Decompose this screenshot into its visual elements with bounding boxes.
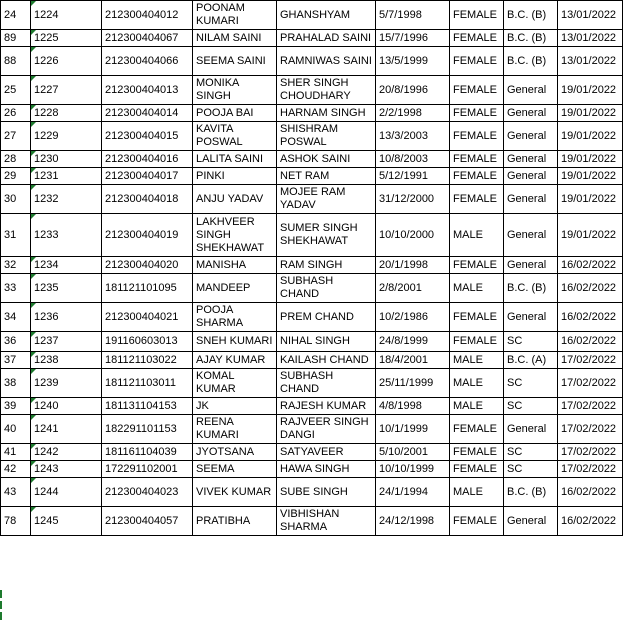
record-id-cell: 1239	[31, 369, 102, 398]
candidate-name-cell: KOMAL KUMAR	[193, 369, 277, 398]
gender-cell: FEMALE	[450, 47, 504, 76]
gender-cell: FEMALE	[450, 461, 504, 478]
candidate-name-cell: LAKHVEER SINGH SHEKHAWAT	[193, 214, 277, 257]
gender-cell: FEMALE	[450, 332, 504, 352]
date-of-birth-cell: 2/2/1998	[376, 105, 450, 122]
date-of-birth-cell: 13/5/1999	[376, 47, 450, 76]
date-of-birth-cell: 13/3/2003	[376, 122, 450, 151]
table-row	[1, 151, 623, 168]
date-of-birth-cell: 20/8/1996	[376, 76, 450, 105]
record-id-cell: 1238	[31, 352, 102, 369]
father-name-cell: PREM CHAND	[277, 303, 376, 332]
candidate-name-cell: SNEH KUMARI	[193, 332, 277, 352]
entry-date-cell: 19/01/2022	[558, 151, 623, 168]
roll-number-cell: 181121103022	[102, 352, 193, 369]
date-of-birth-cell: 18/4/2001	[376, 352, 450, 369]
date-of-birth-cell: 20/1/1998	[376, 257, 450, 274]
candidate-name-cell: POONAM KUMARI	[193, 1, 277, 30]
record-id-cell: 1229	[31, 122, 102, 151]
category-cell: General	[504, 122, 558, 151]
candidate-name-cell: PRATIBHA	[193, 507, 277, 536]
table-row	[1, 30, 623, 47]
table-row	[1, 47, 623, 76]
gender-cell: FEMALE	[450, 1, 504, 30]
record-id-cell: 1244	[31, 478, 102, 507]
roll-number-cell: 212300404018	[102, 185, 193, 214]
record-id-cell: 1234	[31, 257, 102, 274]
roll-number-cell: 212300404020	[102, 257, 193, 274]
table-row	[1, 168, 623, 185]
date-of-birth-cell: 10/8/2003	[376, 151, 450, 168]
date-of-birth-cell: 25/11/1999	[376, 369, 450, 398]
table-row	[1, 76, 623, 105]
serial-number-cell: 29	[1, 168, 31, 185]
gender-cell: FEMALE	[450, 415, 504, 444]
date-of-birth-cell: 10/10/1999	[376, 461, 450, 478]
category-cell: B.C. (A)	[504, 352, 558, 369]
category-cell: General	[504, 214, 558, 257]
table-row	[1, 478, 623, 507]
entry-date-cell: 19/01/2022	[558, 185, 623, 214]
gender-cell: FEMALE	[450, 122, 504, 151]
record-id-cell: 1228	[31, 105, 102, 122]
category-cell: General	[504, 257, 558, 274]
serial-number-cell: 28	[1, 151, 31, 168]
serial-number-cell: 39	[1, 398, 31, 415]
table-row	[1, 214, 623, 257]
date-of-birth-cell: 24/12/1998	[376, 507, 450, 536]
father-name-cell: NIHAL SINGH	[277, 332, 376, 352]
candidate-name-cell: NILAM SAINI	[193, 30, 277, 47]
roll-number-cell: 181161104039	[102, 444, 193, 461]
category-cell: B.C. (B)	[504, 1, 558, 30]
gender-cell: FEMALE	[450, 444, 504, 461]
category-cell: General	[504, 185, 558, 214]
category-cell: B.C. (B)	[504, 478, 558, 507]
date-of-birth-cell: 5/7/1998	[376, 1, 450, 30]
gender-cell: FEMALE	[450, 507, 504, 536]
entry-date-cell: 17/02/2022	[558, 398, 623, 415]
father-name-cell: PRAHALAD SAINI	[277, 30, 376, 47]
table-row	[1, 352, 623, 369]
gender-cell: FEMALE	[450, 185, 504, 214]
entry-date-cell: 19/01/2022	[558, 122, 623, 151]
category-cell: General	[504, 76, 558, 105]
father-name-cell: SHISHRAM POSWAL	[277, 122, 376, 151]
candidate-name-cell: REENA KUMARI	[193, 415, 277, 444]
entry-date-cell: 13/01/2022	[558, 1, 623, 30]
roll-number-cell: 212300404021	[102, 303, 193, 332]
roll-number-cell: 212300404015	[102, 122, 193, 151]
record-id-cell: 1232	[31, 185, 102, 214]
entry-date-cell: 19/01/2022	[558, 105, 623, 122]
category-cell: SC	[504, 461, 558, 478]
date-of-birth-cell: 15/7/1996	[376, 30, 450, 47]
serial-number-cell: 24	[1, 1, 31, 30]
father-name-cell: RAMNIWAS SAINI	[277, 47, 376, 76]
entry-date-cell: 16/02/2022	[558, 274, 623, 303]
record-id-cell: 1235	[31, 274, 102, 303]
entry-date-cell: 16/02/2022	[558, 303, 623, 332]
record-id-cell: 1233	[31, 214, 102, 257]
entry-date-cell: 17/02/2022	[558, 352, 623, 369]
roll-number-cell: 212300404019	[102, 214, 193, 257]
serial-number-cell: 42	[1, 461, 31, 478]
gender-cell: FEMALE	[450, 257, 504, 274]
table-row	[1, 105, 623, 122]
father-name-cell: HARNAM SINGH	[277, 105, 376, 122]
candidate-name-cell: POOJA SHARMA	[193, 303, 277, 332]
table-row	[1, 507, 623, 536]
gender-cell: MALE	[450, 478, 504, 507]
category-cell: B.C. (B)	[504, 30, 558, 47]
roll-number-cell: 212300404067	[102, 30, 193, 47]
table-body	[1, 1, 623, 536]
entry-date-cell: 17/02/2022	[558, 369, 623, 398]
gender-cell: MALE	[450, 369, 504, 398]
father-name-cell: VIBHISHAN SHARMA	[277, 507, 376, 536]
record-id-cell: 1227	[31, 76, 102, 105]
gender-cell: FEMALE	[450, 30, 504, 47]
record-id-cell: 1242	[31, 444, 102, 461]
serial-number-cell: 37	[1, 352, 31, 369]
candidate-name-cell: LALITA SAINI	[193, 151, 277, 168]
serial-number-cell: 36	[1, 332, 31, 352]
category-cell: General	[504, 415, 558, 444]
father-name-cell: ASHOK SAINI	[277, 151, 376, 168]
date-of-birth-cell: 2/8/2001	[376, 274, 450, 303]
gender-cell: FEMALE	[450, 168, 504, 185]
serial-number-cell: 34	[1, 303, 31, 332]
gender-cell: MALE	[450, 398, 504, 415]
father-name-cell: RAM SINGH	[277, 257, 376, 274]
serial-number-cell: 27	[1, 122, 31, 151]
category-cell: B.C. (B)	[504, 47, 558, 76]
serial-number-cell: 25	[1, 76, 31, 105]
roll-number-cell: 212300404012	[102, 1, 193, 30]
father-name-cell: RAJESH KUMAR	[277, 398, 376, 415]
serial-number-cell: 89	[1, 30, 31, 47]
category-cell: General	[504, 507, 558, 536]
father-name-cell: SUMER SINGH SHEKHAWAT	[277, 214, 376, 257]
category-cell: B.C. (B)	[504, 274, 558, 303]
edge-mark	[0, 612, 2, 620]
record-id-cell: 1240	[31, 398, 102, 415]
table-row	[1, 185, 623, 214]
father-name-cell: KAILASH CHAND	[277, 352, 376, 369]
gender-cell: FEMALE	[450, 105, 504, 122]
table-row	[1, 257, 623, 274]
roll-number-cell: 212300404066	[102, 47, 193, 76]
father-name-cell: HAWA SINGH	[277, 461, 376, 478]
table-row	[1, 398, 623, 415]
category-cell: General	[504, 105, 558, 122]
category-cell: SC	[504, 398, 558, 415]
candidate-name-cell: MANISHA	[193, 257, 277, 274]
date-of-birth-cell: 10/1/1999	[376, 415, 450, 444]
category-cell: SC	[504, 369, 558, 398]
entry-date-cell: 17/02/2022	[558, 444, 623, 461]
gender-cell: FEMALE	[450, 151, 504, 168]
entry-date-cell: 16/02/2022	[558, 332, 623, 352]
father-name-cell: RAJVEER SINGH DANGI	[277, 415, 376, 444]
record-id-cell: 1236	[31, 303, 102, 332]
roll-number-cell: 212300404017	[102, 168, 193, 185]
serial-number-cell: 33	[1, 274, 31, 303]
sheet-edge-marks	[0, 590, 3, 623]
gender-cell: MALE	[450, 352, 504, 369]
serial-number-cell: 32	[1, 257, 31, 274]
candidate-name-cell: ANJU YADAV	[193, 185, 277, 214]
date-of-birth-cell: 24/8/1999	[376, 332, 450, 352]
roll-number-cell: 212300404057	[102, 507, 193, 536]
date-of-birth-cell: 10/10/2000	[376, 214, 450, 257]
gender-cell: MALE	[450, 214, 504, 257]
record-id-cell: 1224	[31, 1, 102, 30]
record-id-cell: 1230	[31, 151, 102, 168]
table-row	[1, 122, 623, 151]
father-name-cell: SUBHASH CHAND	[277, 274, 376, 303]
roll-number-cell: 212300404014	[102, 105, 193, 122]
candidate-name-cell: AJAY KUMAR	[193, 352, 277, 369]
category-cell: SC	[504, 444, 558, 461]
serial-number-cell: 41	[1, 444, 31, 461]
father-name-cell: MOJEE RAM YADAV	[277, 185, 376, 214]
entry-date-cell: 17/02/2022	[558, 415, 623, 444]
father-name-cell: SUBE SINGH	[277, 478, 376, 507]
father-name-cell: SATYAVEER	[277, 444, 376, 461]
candidate-name-cell: MANDEEP	[193, 274, 277, 303]
record-id-cell: 1241	[31, 415, 102, 444]
serial-number-cell: 78	[1, 507, 31, 536]
entry-date-cell: 13/01/2022	[558, 30, 623, 47]
record-id-cell: 1243	[31, 461, 102, 478]
father-name-cell: SUBHASH CHAND	[277, 369, 376, 398]
date-of-birth-cell: 4/8/1998	[376, 398, 450, 415]
date-of-birth-cell: 10/2/1986	[376, 303, 450, 332]
table-row	[1, 303, 623, 332]
category-cell: General	[504, 303, 558, 332]
father-name-cell: SHER SINGH CHOUDHARY	[277, 76, 376, 105]
entry-date-cell: 16/02/2022	[558, 507, 623, 536]
record-id-cell: 1245	[31, 507, 102, 536]
edge-mark	[0, 601, 2, 609]
candidate-name-cell: JK	[193, 398, 277, 415]
entry-date-cell: 19/01/2022	[558, 76, 623, 105]
entry-date-cell: 19/01/2022	[558, 168, 623, 185]
roll-number-cell: 172291102001	[102, 461, 193, 478]
table-row	[1, 461, 623, 478]
entry-date-cell: 16/02/2022	[558, 478, 623, 507]
record-id-cell: 1231	[31, 168, 102, 185]
category-cell: General	[504, 151, 558, 168]
candidate-name-cell: SEEMA SAINI	[193, 47, 277, 76]
entry-date-cell: 19/01/2022	[558, 214, 623, 257]
gender-cell: FEMALE	[450, 76, 504, 105]
date-of-birth-cell: 5/12/1991	[376, 168, 450, 185]
roll-number-cell: 182291101153	[102, 415, 193, 444]
edge-mark	[0, 590, 2, 598]
candidate-name-cell: POOJA BAI	[193, 105, 277, 122]
serial-number-cell: 43	[1, 478, 31, 507]
roll-number-cell: 212300404023	[102, 478, 193, 507]
record-id-cell: 1226	[31, 47, 102, 76]
roll-number-cell: 212300404016	[102, 151, 193, 168]
candidate-name-cell: VIVEK KUMAR	[193, 478, 277, 507]
record-id-cell: 1237	[31, 332, 102, 352]
roll-number-cell: 212300404013	[102, 76, 193, 105]
serial-number-cell: 40	[1, 415, 31, 444]
father-name-cell: GHANSHYAM	[277, 1, 376, 30]
date-of-birth-cell: 24/1/1994	[376, 478, 450, 507]
record-id-cell: 1225	[31, 30, 102, 47]
candidate-name-cell: PINKI	[193, 168, 277, 185]
gender-cell: MALE	[450, 274, 504, 303]
date-of-birth-cell: 31/12/2000	[376, 185, 450, 214]
serial-number-cell: 38	[1, 369, 31, 398]
serial-number-cell: 88	[1, 47, 31, 76]
serial-number-cell: 26	[1, 105, 31, 122]
gender-cell: FEMALE	[450, 303, 504, 332]
date-of-birth-cell: 5/10/2001	[376, 444, 450, 461]
table-row	[1, 274, 623, 303]
candidate-name-cell: SEEMA	[193, 461, 277, 478]
serial-number-cell: 31	[1, 214, 31, 257]
candidate-name-cell: KAVITA POSWAL	[193, 122, 277, 151]
category-cell: General	[504, 168, 558, 185]
table-row	[1, 415, 623, 444]
serial-number-cell: 30	[1, 185, 31, 214]
entry-date-cell: 16/02/2022	[558, 257, 623, 274]
table-row	[1, 332, 623, 352]
candidate-name-cell: MONIKA SINGH	[193, 76, 277, 105]
entry-date-cell: 13/01/2022	[558, 47, 623, 76]
roll-number-cell: 181121101095	[102, 274, 193, 303]
roll-number-cell: 191160603013	[102, 332, 193, 352]
candidate-name-cell: JYOTSANA	[193, 444, 277, 461]
table-row	[1, 444, 623, 461]
table-row	[1, 369, 623, 398]
roll-number-cell: 181121103011	[102, 369, 193, 398]
father-name-cell: NET RAM	[277, 168, 376, 185]
roll-number-cell: 181131104153	[102, 398, 193, 415]
category-cell: SC	[504, 332, 558, 352]
table-row	[1, 1, 623, 30]
entry-date-cell: 17/02/2022	[558, 461, 623, 478]
